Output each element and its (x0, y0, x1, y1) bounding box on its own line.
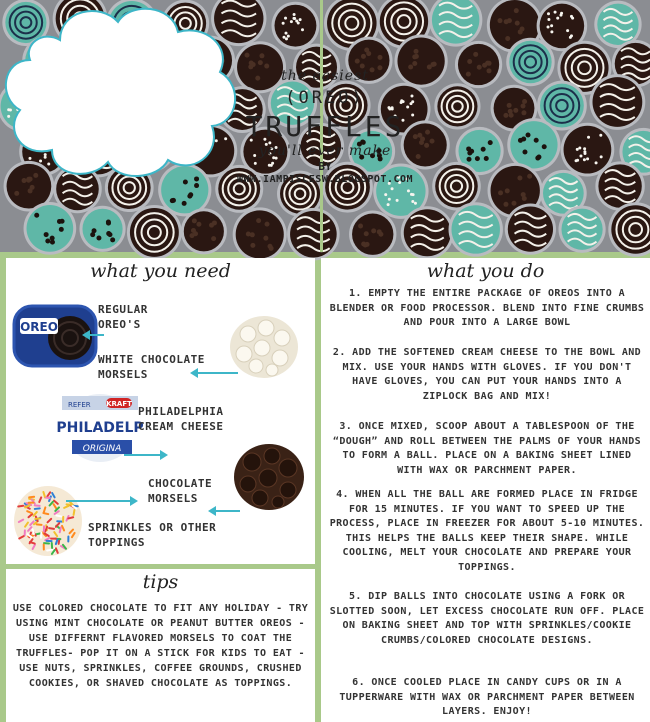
ingredient-sprinkles-label: SPRINKLES OR OTHER TOPPINGS (88, 521, 217, 549)
cream-cheese-original-text: ORIGINA (82, 444, 122, 454)
tips-panel (6, 569, 315, 722)
sprinkle (47, 550, 52, 551)
sprinkle (68, 517, 73, 518)
chocolate-morsels-image (232, 442, 306, 512)
sprinkle (74, 510, 75, 515)
arrow-icon (124, 454, 166, 456)
title-cloud-badge (0, 0, 240, 180)
truffle (558, 206, 605, 253)
truffle (455, 41, 502, 88)
what-you-need-panel (6, 258, 315, 564)
sprinkle (43, 492, 44, 497)
title-ever-make: you'll ever make (258, 143, 392, 159)
truffle (287, 208, 340, 261)
sprinkles-bowl-image (12, 484, 84, 558)
sprinkle (29, 497, 34, 498)
step-1: 1. EMPTY THE ENTIRE PACKAGE OF OREOS INTO A BLENDER OR FOOD PROCESSOR. BLEND INTO FINE CRUMBS AND POUR INTO A LARGE BOWL (329, 288, 645, 328)
ingredient-white-chocolate-label: WHITE CHOCOLATE MORSELS (98, 353, 205, 381)
arrow-icon (84, 334, 104, 336)
what-you-do-heading: what you do (426, 260, 545, 282)
arrow-icon (192, 372, 238, 374)
truffle (24, 202, 77, 255)
step-6: 6. ONCE COOLED PLACE IN CANDY CUPS OR IN A TUPPERWARE WITH WAX OR PARCHMENT PAPER BETWEEN LAYERS. ENJOY! (339, 677, 635, 717)
truffle (449, 202, 503, 256)
sprinkle (18, 506, 23, 507)
white-chocolate-morsels-image (228, 314, 300, 380)
cream-cheese-refer-text: REFER (68, 401, 91, 409)
truffle (589, 74, 645, 130)
sprinkle (35, 505, 40, 506)
step-3: 3. ONCE MIXED, SCOOP ABOUT A TABLESPOON OF THE “DOUGH” AND ROLL BETWEEN THE PALMS OF YOUR HANDS TO FORM A BALL. PLACE ON A BAKING SHEET LINED WITH WAX OR PARCHMENT PAPER. (332, 421, 642, 476)
cream-cheese-kraft-text: KRAFT (106, 400, 132, 408)
tips-text: USE COLORED CHOCOLATE TO FIT ANY HOLIDAY - TRY USING MINT CHOCOLATE OR PEANUT BUTTER OREOS - USE DIFFERNT FLAVORED MORSELS TO COAT THE TRUFFLES- POP IT ON A STICK FOR KIDS TO EAT - USE NUTS, SPRINKLES, COFFEE GROUNDS, CRUSHED COOKIES, OR SHAVED CHOCOLATE AS TOPPINGS. (12, 603, 309, 689)
ingredient-chocolate-morsels-label: CHOCOLATE MORSELS (148, 477, 213, 505)
truffle (505, 204, 556, 255)
oreo-package-text: OREO (20, 320, 58, 334)
title-by: BY (318, 160, 332, 173)
ingredient-oreos-label: REGULAR OREO'S (98, 303, 148, 331)
sprinkle (35, 518, 40, 519)
truffle (127, 205, 182, 260)
step-5: 5. DIP BALLS INTO CHOCOLATE USING A FORK OR SLOTTED SOON, LET EXCESS CHOCOLATE RUN OFF. PLACE ON BAKING SHEET AND TOP WITH SPRINKLES/COOKIE CRUMBS/COLORED CHOCOLATE DESIGNS. (329, 591, 645, 646)
title-oreo: (OREO) (285, 88, 365, 108)
sprinkle (60, 527, 61, 532)
sprinkle (37, 524, 42, 525)
truffle (181, 208, 227, 254)
step-4: 4. WHEN ALL THE BALL ARE FORMED PLACE IN FRIDGE FOR 15 MINUTES. IF YOU WANT TO SPEED UP THE PROCESS, PLACE IN FREEZER FOR ABOUT 5-10 MINUTES. THIS HELPS THE BALLS KEEP THEIR SHAPE. WHILE COOLING, MELT YOUR CHOCOLATE AND PREPARE YOUR TOPPINGS. (329, 489, 645, 573)
step-2: 2. ADD THE SOFTENED CREAM CHEESE TO THE BOWL AND MIX. USE YOUR HANDS WITH GLOVES. IF YOU DON'T HAVE GLOVES, YOU CAN PUT YOUR HANDS INTO A ZIPLOCK BAG AND MIX! (332, 347, 642, 402)
truffle (233, 207, 287, 261)
cream-cheese-brand-text: PHILADELP (56, 420, 144, 436)
blog-url-link[interactable]: WWW.IAMPISCESW.BLOGSPOT.COM (236, 174, 414, 185)
what-you-need-heading: what you need (90, 260, 231, 282)
truffle (271, 2, 319, 50)
sprinkle (49, 528, 54, 529)
tips-heading: tips (142, 571, 179, 593)
sprinkle (35, 508, 40, 509)
title-truffles: TRUFFLES (245, 110, 405, 143)
title-easiest: the easiest (281, 68, 369, 84)
ingredient-cream-cheese-label: PHILADELPHIA CREAM CHEESE (138, 405, 224, 433)
sprinkle (56, 516, 61, 517)
truffle (79, 206, 125, 252)
arrow-icon (66, 500, 136, 502)
sprinkle (43, 513, 48, 514)
what-you-do-panel (321, 258, 650, 722)
truffle (349, 211, 396, 258)
truffle (401, 206, 454, 259)
arrow-icon (210, 510, 240, 512)
truffle (506, 38, 554, 86)
hero-banner (0, 0, 650, 252)
